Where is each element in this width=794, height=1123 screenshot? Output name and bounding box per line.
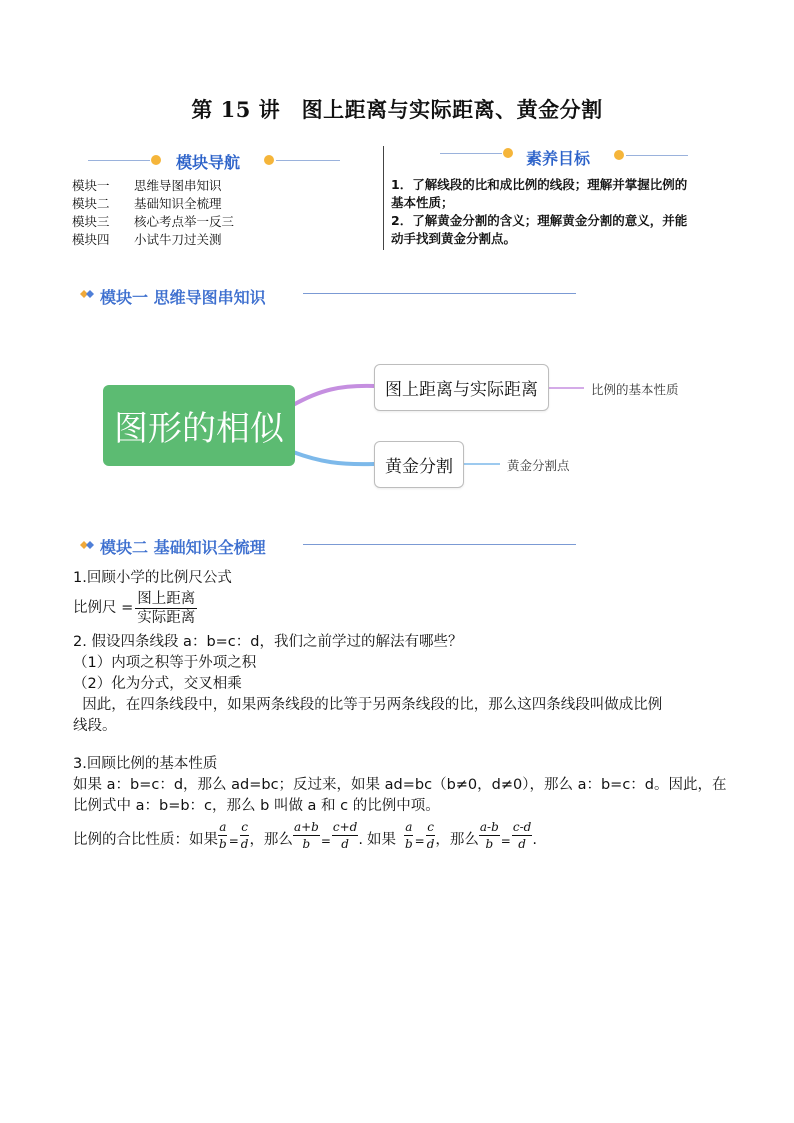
nav-header: 模块导航	[176, 153, 241, 172]
mindmap-root-node: 图形的相似	[103, 385, 295, 466]
goal-line: 1．了解线段的比和成比例的线段；理解并掌握比例的	[391, 177, 688, 192]
section1-rule	[303, 293, 576, 294]
definition-line-2: 线段。	[73, 718, 117, 734]
diamond-bullet-icon	[76, 287, 98, 301]
nav-header-dot-right	[264, 155, 274, 165]
fraction-a-b-2: $\frac{a}{b}$	[404, 820, 413, 851]
question-line: 2. 假设四条线段 a：b=c：d，我们之前学过的解法有哪些？	[73, 634, 463, 650]
nav-header-line-right	[276, 160, 340, 161]
section2-title: 模块二 基础知识全梳理	[100, 538, 266, 557]
section2-rule	[303, 544, 576, 545]
property-line-1: 如果 a：b=c：d，那么 ad=bc；反过来，如果 ad=bc（b≠0，d≠0），那么 a：b=c：d。因此，在	[73, 777, 727, 793]
goals-header: 素养目标	[526, 149, 591, 168]
scale-label: 比例尺 =	[73, 600, 134, 616]
fraction-a-b: $\frac{a}{b}$	[219, 820, 227, 851]
goal-line: 2．了解黄金分割的含义；理解黄金分割的意义，并能	[391, 213, 688, 228]
fraction-c-d-2: $\frac{c}{d}$	[426, 820, 435, 851]
nav-item-4	[72, 231, 234, 249]
fraction-a-minus-b: $\frac{a-b}{b}$	[479, 820, 499, 851]
nav-item-label: 思维导图串知识	[134, 178, 222, 193]
mindmap-branch1-leaf: 比例的基本性质	[591, 382, 679, 397]
scale-numerator: 图上距离	[137, 591, 196, 607]
mindmap-branch1-link	[293, 386, 374, 405]
mindmap-branch2-leaf: 黄金分割点	[507, 458, 570, 473]
nav-item-key: 模块二	[72, 196, 110, 211]
method-2: （2）化为分式，交叉相乘	[73, 676, 242, 692]
diamond-bullet-icon	[76, 538, 98, 552]
nav-item-2	[72, 195, 234, 213]
goals-header-line-right	[626, 155, 688, 156]
nav-list	[72, 177, 234, 249]
goals-header-line-left	[440, 153, 502, 154]
goal-line: 动手找到黄金分割点。	[391, 231, 517, 246]
column-divider	[383, 146, 384, 250]
nav-item-key: 模块四	[72, 232, 110, 247]
nav-item-key: 模块三	[72, 214, 110, 229]
page-title: 第 15 讲 图上距离与实际距离、黄金分割	[191, 97, 603, 122]
nav-item-label: 核心考点举一反三	[134, 214, 235, 229]
mindmap-branch2-node: 黄金分割	[374, 441, 464, 488]
method-1: （1）内项之积等于外项之积	[73, 655, 257, 671]
nav-item-3	[72, 213, 234, 231]
section1-title: 模块一 思维导图串知识	[100, 288, 266, 307]
fraction-a-plus-b: $\frac{a+b}{b}$	[293, 820, 319, 851]
scale-fraction	[135, 590, 197, 627]
definition-line-1: 因此，在四条线段中，如果两条线段的比等于另两条线段的比，那么这四条线段叫做成比例	[73, 697, 663, 713]
goals-text	[391, 176, 736, 248]
fraction-c-minus-d: $\frac{c-d}{d}$	[512, 820, 532, 851]
if-text: 如果	[366, 832, 396, 848]
goals-header-dot-right	[614, 150, 624, 160]
recall-scale-heading: 1.回顾小学的比例尺公式	[73, 570, 232, 586]
combination-property-line: 比例的合比性质：如果 $\frac{a}{b}$ = $\frac{c}{d}$ ，那么 $\frac{a+b}{b}$ = $\frac{c+d}{d}$ . 如果 $\frac{a}{b}$ = $\frac{c}{d}$ ，那么 $\frac{a-b}{b}$ = $\frac{c-d}{d}$ .	[73, 820, 537, 851]
nav-header-dot-left	[151, 155, 161, 165]
nav-item-label: 小试牛刀过关测	[134, 232, 222, 247]
nav-header-line-left	[88, 160, 150, 161]
mindmap-branch2-link	[293, 452, 374, 464]
property-heading: 3.回顾比例的基本性质	[73, 756, 218, 772]
combination-prefix: 比例的合比性质：如果	[73, 832, 218, 848]
mindmap-branch1-node: 图上距离与实际距离	[374, 364, 549, 411]
nav-item-1	[72, 177, 234, 195]
then-text-2: ，那么	[435, 832, 479, 848]
nav-item-label: 基础知识全梳理	[134, 196, 222, 211]
fraction-c-plus-d: $\frac{c+d}{d}$	[332, 820, 358, 851]
goals-header-dot-left	[503, 148, 513, 158]
goal-line: 基本性质；	[391, 195, 454, 210]
scale-formula	[73, 590, 197, 627]
nav-item-key: 模块一	[72, 178, 110, 193]
then-text: ，那么	[249, 832, 293, 848]
property-line-2: 比例式中 a：b=b：c，那么 b 叫做 a 和 c 的比例中项。	[73, 798, 440, 814]
fraction-c-d: $\frac{c}{d}$	[240, 820, 249, 851]
scale-denominator: 实际距离	[137, 610, 196, 626]
